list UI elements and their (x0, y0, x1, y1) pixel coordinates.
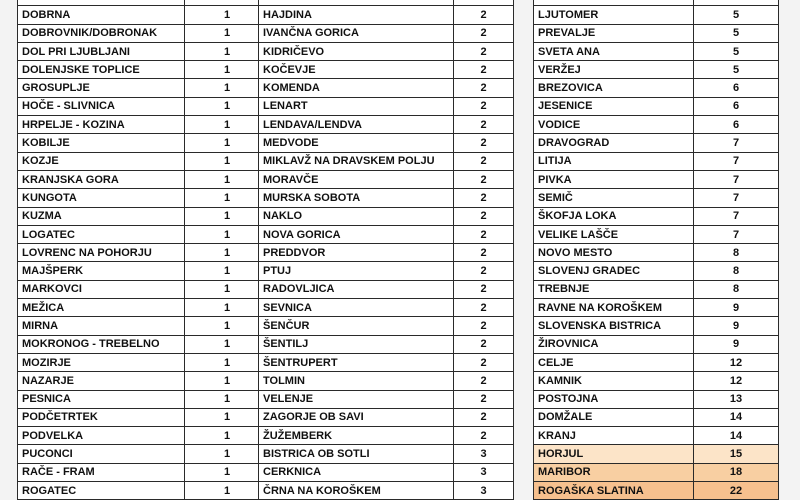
table-row (259, 189, 514, 207)
count-value: 1 (185, 134, 270, 152)
count-value: 3 (454, 482, 514, 500)
municipality-name: KOČEVJE (259, 61, 454, 79)
table-row (18, 262, 270, 280)
table-row (18, 482, 270, 500)
municipality-table-2 (258, 0, 514, 500)
count-value: 1 (185, 152, 270, 170)
table-row (18, 463, 270, 481)
municipality-name: PTUJ (259, 262, 454, 280)
municipality-name: KRANJSKA GORA (18, 170, 185, 188)
table-row (534, 134, 779, 152)
municipality-name: SEVNICA (259, 299, 454, 317)
table-row (259, 244, 514, 262)
municipality-name: HRPELJE - KOZINA (18, 116, 185, 134)
municipality-name: ZAGORJE OB SAVI (259, 408, 454, 426)
count-value: 2 (454, 225, 514, 243)
count-value: 9 (694, 317, 779, 335)
count-value: 1 (185, 335, 270, 353)
municipality-name: LOGATEC (18, 225, 185, 243)
table-row (534, 61, 779, 79)
municipality-name: VELENJE (259, 390, 454, 408)
table-row (18, 6, 270, 24)
table-row (259, 335, 514, 353)
table-row (18, 42, 270, 60)
table-row (259, 24, 514, 42)
count-value: 1 (185, 61, 270, 79)
count-value: 1 (185, 189, 270, 207)
table-row (18, 335, 270, 353)
table-row (18, 244, 270, 262)
municipality-name: VELIKE LAŠČE (534, 225, 694, 243)
table-row (259, 280, 514, 298)
municipality-name: VERŽEJ (534, 61, 694, 79)
municipality-name: CELJE (534, 353, 694, 371)
municipality-name: DOBRNA (18, 6, 185, 24)
count-value: 7 (694, 189, 779, 207)
table-row (534, 79, 779, 97)
table-row (18, 61, 270, 79)
count-value: 2 (454, 61, 514, 79)
municipality-name: MEDVODE (259, 134, 454, 152)
count-value: 1 (185, 42, 270, 60)
count-value: 14 (694, 427, 779, 445)
count-value: 3 (454, 463, 514, 481)
count-value: 1 (185, 262, 270, 280)
table-row (534, 463, 779, 481)
municipality-name: JESENICE (534, 97, 694, 115)
table-row (534, 6, 779, 24)
municipality-name: DOMŽALE (534, 408, 694, 426)
count-value: 2 (454, 244, 514, 262)
municipality-name: PESNICA (18, 390, 185, 408)
municipality-name: TREBNJE (534, 280, 694, 298)
municipality-table-3 (533, 0, 779, 500)
table-row (534, 353, 779, 371)
count-value: 7 (694, 170, 779, 188)
municipality-name: ŽUŽEMBERK (259, 427, 454, 445)
municipality-name: SLOVENSKA BISTRICA (534, 317, 694, 335)
table-row (534, 42, 779, 60)
table-row (259, 170, 514, 188)
table-row (18, 225, 270, 243)
municipality-name: DRAVOGRAD (534, 134, 694, 152)
table-row (18, 353, 270, 371)
municipality-name: PREDDVOR (259, 244, 454, 262)
municipality-name: RAVNE NA KOROŠKEM (534, 299, 694, 317)
municipality-name: KOZJE (18, 152, 185, 170)
table-row (534, 116, 779, 134)
count-value: 8 (694, 280, 779, 298)
table-row (534, 280, 779, 298)
count-value: 6 (694, 79, 779, 97)
table-row (18, 79, 270, 97)
count-value: 6 (694, 116, 779, 134)
count-value: 1 (185, 116, 270, 134)
table-row (18, 427, 270, 445)
table-row (18, 207, 270, 225)
table-row (18, 299, 270, 317)
table-row (259, 299, 514, 317)
count-value: 3 (454, 445, 514, 463)
municipality-name: LITIJA (534, 152, 694, 170)
municipality-name: MURSKA SOBOTA (259, 189, 454, 207)
municipality-name: LENART (259, 97, 454, 115)
table-row (259, 61, 514, 79)
municipality-name: MARKOVCI (18, 280, 185, 298)
table-row (259, 97, 514, 115)
count-value: 1 (185, 97, 270, 115)
count-value: 2 (454, 79, 514, 97)
count-value: 1 (185, 353, 270, 371)
table-row (259, 372, 514, 390)
count-value: 2 (454, 207, 514, 225)
count-value: 22 (694, 482, 779, 500)
count-value: 9 (694, 299, 779, 317)
municipality-name: KOBILJE (18, 134, 185, 152)
municipality-name: NOVA GORICA (259, 225, 454, 243)
count-value: 7 (694, 134, 779, 152)
municipality-name: SLOVENJ GRADEC (534, 262, 694, 280)
count-value: 2 (454, 189, 514, 207)
count-value: 2 (454, 6, 514, 24)
count-value: 1 (185, 408, 270, 426)
table-row (18, 390, 270, 408)
count-value: 1 (185, 463, 270, 481)
table-row (259, 482, 514, 500)
count-value: 2 (454, 134, 514, 152)
count-value: 1 (185, 170, 270, 188)
count-value: 1 (185, 299, 270, 317)
table-row (534, 390, 779, 408)
municipality-name: LENDAVA/LENDVA (259, 116, 454, 134)
table-row (534, 170, 779, 188)
municipality-name: PUCONCI (18, 445, 185, 463)
municipality-name: MOKRONOG - TREBELNO (18, 335, 185, 353)
count-value: 1 (185, 24, 270, 42)
table-row (259, 408, 514, 426)
count-value: 1 (185, 317, 270, 335)
table-row (259, 79, 514, 97)
municipality-name: POSTOJNA (534, 390, 694, 408)
count-value: 1 (185, 6, 270, 24)
count-value: 8 (694, 262, 779, 280)
table-row (259, 427, 514, 445)
table-row (259, 353, 514, 371)
count-value: 2 (454, 299, 514, 317)
table-row (534, 24, 779, 42)
table-row (18, 372, 270, 390)
municipality-name: KOMENDA (259, 79, 454, 97)
count-value: 5 (694, 24, 779, 42)
municipality-name: PREVALJE (534, 24, 694, 42)
table-row (259, 116, 514, 134)
municipality-name: ČRNA NA KOROŠKEM (259, 482, 454, 500)
count-value: 12 (694, 372, 779, 390)
count-value: 13 (694, 390, 779, 408)
count-value: 2 (454, 24, 514, 42)
count-value: 5 (694, 42, 779, 60)
count-value: 2 (454, 280, 514, 298)
count-value: 2 (454, 372, 514, 390)
municipality-name: NAZARJE (18, 372, 185, 390)
table-row (534, 207, 779, 225)
count-value: 1 (185, 427, 270, 445)
municipality-name: MIRNA (18, 317, 185, 335)
count-value: 7 (694, 207, 779, 225)
municipality-name: HORJUL (534, 445, 694, 463)
count-value: 1 (185, 244, 270, 262)
municipality-name: ROGATEC (18, 482, 185, 500)
table-row (18, 445, 270, 463)
table-row (18, 97, 270, 115)
count-value: 2 (454, 97, 514, 115)
municipality-name: ROGAŠKA SLATINA (534, 482, 694, 500)
municipality-name: BISTRICA OB SOTLI (259, 445, 454, 463)
count-value: 14 (694, 408, 779, 426)
table-row (259, 390, 514, 408)
table-row (534, 244, 779, 262)
count-value: 2 (454, 170, 514, 188)
count-value: 1 (185, 207, 270, 225)
table-row (259, 152, 514, 170)
count-value: 2 (454, 335, 514, 353)
count-value: 1 (185, 79, 270, 97)
table-row (534, 97, 779, 115)
municipality-name: KUZMA (18, 207, 185, 225)
municipality-name: TOLMIN (259, 372, 454, 390)
count-value: 7 (694, 225, 779, 243)
table-row (534, 262, 779, 280)
count-value: 18 (694, 463, 779, 481)
municipality-name: PODVELKA (18, 427, 185, 445)
municipality-name: ŠENTILJ (259, 335, 454, 353)
count-value: 2 (454, 353, 514, 371)
count-value: 7 (694, 152, 779, 170)
count-value: 9 (694, 335, 779, 353)
municipality-name: RADOVLJICA (259, 280, 454, 298)
municipality-name: ŠENTRUPERT (259, 353, 454, 371)
municipality-name: SEMIČ (534, 189, 694, 207)
municipality-name: DOBROVNIK/DOBRONAK (18, 24, 185, 42)
count-value: 2 (454, 42, 514, 60)
count-value: 15 (694, 445, 779, 463)
municipality-name: MAJŠPERK (18, 262, 185, 280)
table-row (18, 280, 270, 298)
municipality-name: HOČE - SLIVNICA (18, 97, 185, 115)
table-row (18, 189, 270, 207)
municipality-name: CERKNICA (259, 463, 454, 481)
municipality-table-1 (17, 0, 270, 500)
table-row (259, 445, 514, 463)
municipality-name: PIVKA (534, 170, 694, 188)
municipality-name: ŽIROVNICA (534, 335, 694, 353)
table-row (259, 207, 514, 225)
count-value: 2 (454, 408, 514, 426)
count-value: 2 (454, 262, 514, 280)
table-row (534, 189, 779, 207)
municipality-name: RAČE - FRAM (18, 463, 185, 481)
count-value: 6 (694, 97, 779, 115)
municipality-name: LJUTOMER (534, 6, 694, 24)
table-row (534, 482, 779, 500)
count-value: 1 (185, 372, 270, 390)
count-value: 5 (694, 61, 779, 79)
table-row (534, 335, 779, 353)
table-row (259, 262, 514, 280)
municipality-name: MARIBOR (534, 463, 694, 481)
count-value: 1 (185, 225, 270, 243)
municipality-name: KRANJ (534, 427, 694, 445)
table-row (259, 6, 514, 24)
table-row (259, 463, 514, 481)
municipality-name: SVETA ANA (534, 42, 694, 60)
municipality-name: KAMNIK (534, 372, 694, 390)
municipality-name: PODČETRTEK (18, 408, 185, 426)
table-row (534, 152, 779, 170)
count-value: 1 (185, 482, 270, 500)
municipality-name: NAKLO (259, 207, 454, 225)
count-value: 2 (454, 390, 514, 408)
municipality-name: MOZIRJE (18, 353, 185, 371)
municipality-name: KIDRIČEVO (259, 42, 454, 60)
count-value: 1 (185, 390, 270, 408)
table-row (534, 299, 779, 317)
municipality-name: HAJDINA (259, 6, 454, 24)
table-row (18, 170, 270, 188)
table-row (18, 116, 270, 134)
municipality-name: MEŽICA (18, 299, 185, 317)
count-value: 5 (694, 6, 779, 24)
table-row (259, 134, 514, 152)
municipality-name: NOVO MESTO (534, 244, 694, 262)
municipality-name: MIKLAVŽ NA DRAVSKEM POLJU (259, 152, 454, 170)
table-row (534, 445, 779, 463)
count-value: 2 (454, 116, 514, 134)
table-row (534, 372, 779, 390)
count-value: 2 (454, 152, 514, 170)
table-row (259, 225, 514, 243)
table-row (534, 427, 779, 445)
table-row (534, 225, 779, 243)
municipality-name: DOLENJSKE TOPLICE (18, 61, 185, 79)
table-row (259, 317, 514, 335)
count-value: 8 (694, 244, 779, 262)
table-row (259, 42, 514, 60)
municipality-name: ŠKOFJA LOKA (534, 207, 694, 225)
municipality-name: DOL PRI LJUBLJANI (18, 42, 185, 60)
count-value: 1 (185, 445, 270, 463)
municipality-name: IVANČNA GORICA (259, 24, 454, 42)
municipality-name: MORAVČE (259, 170, 454, 188)
table-row (18, 134, 270, 152)
count-value: 1 (185, 280, 270, 298)
table-row (18, 408, 270, 426)
table-row (18, 317, 270, 335)
municipality-name: VODICE (534, 116, 694, 134)
municipality-name: LOVRENC NA POHORJU (18, 244, 185, 262)
municipality-name: KUNGOTA (18, 189, 185, 207)
municipality-name: BREZOVICA (534, 79, 694, 97)
table-row (534, 317, 779, 335)
municipality-name: ŠENČUR (259, 317, 454, 335)
table-row (18, 24, 270, 42)
count-value: 12 (694, 353, 779, 371)
count-value: 2 (454, 427, 514, 445)
municipality-name: GROSUPLJE (18, 79, 185, 97)
count-value: 2 (454, 317, 514, 335)
table-row (18, 152, 270, 170)
table-row (534, 408, 779, 426)
